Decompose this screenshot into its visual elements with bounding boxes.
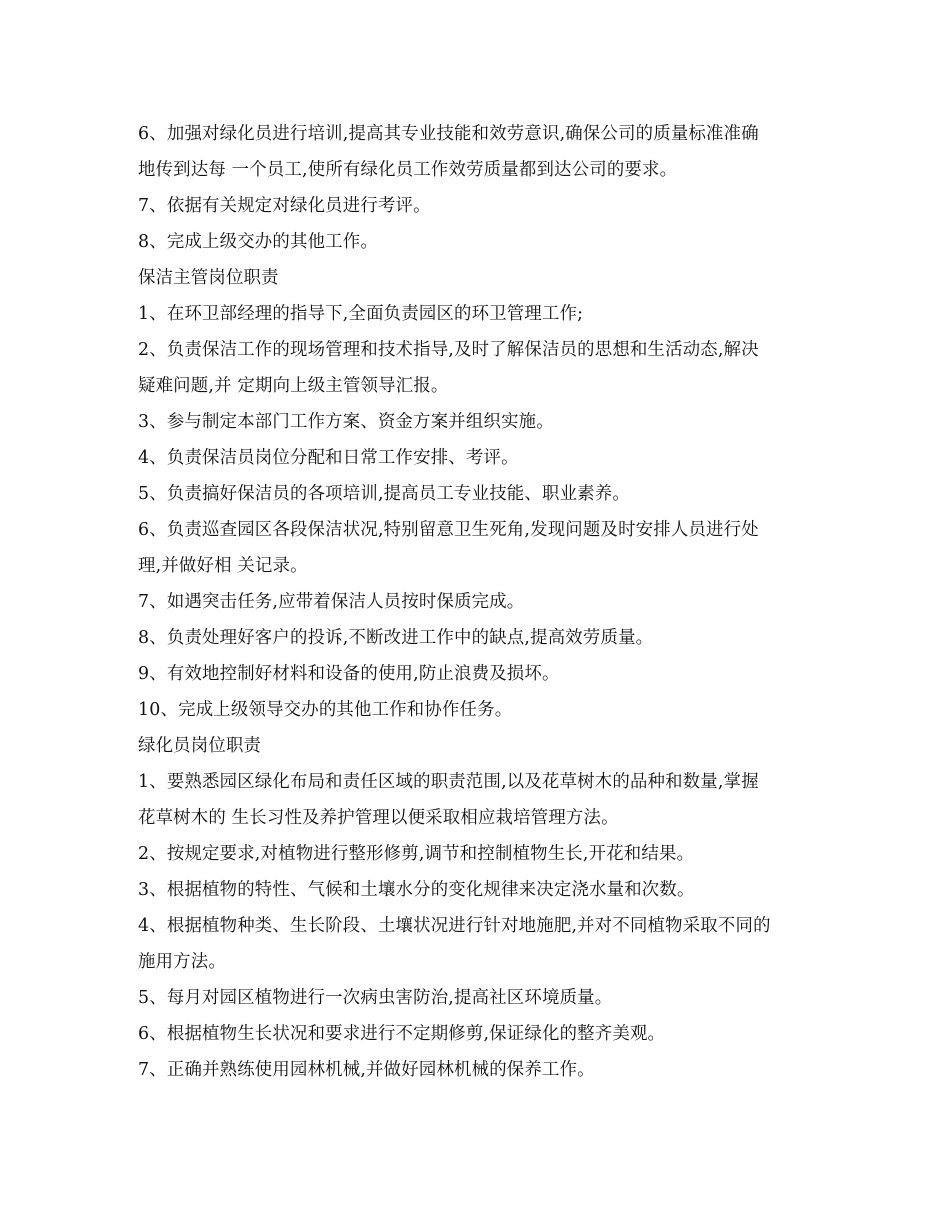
text-line: 7、正确并熟练使用园林机械,并做好园林机械的保养工作。 (138, 1060, 595, 1080)
text-line: 1、在环卫部经理的指导下,全面负责园区的环卫管理工作; (138, 304, 584, 324)
text-line: 5、每月对园区植物进行一次病虫害防治,提高社区环境质量。 (138, 988, 613, 1008)
text-line: 5、负责搞好保洁员的各项培训,提高员工专业技能、职业素养。 (138, 484, 630, 504)
text-line: 1、要熟悉园区绿化布局和责任区域的职责范围,以及花草树木的品种和数量,掌握 (138, 772, 759, 792)
text-line: 花草树木的 生长习性及养护管理以便采取相应栽培管理方法。 (138, 808, 619, 828)
text-line: 理,并做好相 关记录。 (138, 556, 308, 576)
text-line: 2、按规定要求,对植物进行整形修剪,调节和控制植物生长,开花和结果。 (138, 844, 695, 864)
section-heading: 绿化员岗位职责 (138, 736, 262, 756)
text-line: 9、有效地控制好材料和设备的使用,防止浪费及损坏。 (138, 664, 560, 684)
text-line: 2、负责保洁工作的现场管理和技术指导,及时了解保洁员的思想和生活动态,解决 (138, 340, 759, 360)
text-line: 4、负责保洁员岗位分配和日常工作安排、考评。 (138, 448, 519, 468)
text-line: 地传到达每 一个员工,使所有绿化员工作效劳质量都到达公司的要求。 (138, 160, 678, 180)
section-heading: 保洁主管岗位职责 (138, 268, 279, 288)
text-line: 7、依据有关规定对绿化员进行考评。 (138, 196, 431, 216)
text-line: 4、根据植物种类、生长阶段、土壤状况进行针对地施肥,并对不同植物采取不同的 (138, 916, 771, 936)
text-line: 8、完成上级交办的其他工作。 (138, 232, 378, 252)
text-line: 6、负责巡查园区各段保洁状况,特别留意卫生死角,发现问题及时安排人员进行处 (138, 520, 759, 540)
text-line: 疑难问题,并 定期向上级主管领导汇报。 (138, 376, 449, 396)
text-line: 施用方法。 (138, 952, 226, 972)
text-line: 7、如遇突击任务,应带着保洁人员按时保质完成。 (138, 592, 525, 612)
text-line: 8、负责处理好客户的投诉,不断改进工作中的缺点,提高效劳质量。 (138, 628, 654, 648)
text-line: 10、完成上级领导交办的其他工作和协作任务。 (138, 700, 513, 720)
document-page (138, 116, 818, 1088)
text-line: 3、根据植物的特性、气候和土壤水分的变化规律来决定浇水量和次数。 (138, 880, 695, 900)
text-line: 6、加强对绿化员进行培训,提高其专业技能和效劳意识,确保公司的质量标准准确 (138, 124, 759, 144)
text-line: 3、参与制定本部门工作方案、资金方案并组织实施。 (138, 412, 554, 432)
text-line: 6、根据植物生长状况和要求进行不定期修剪,保证绿化的整齐美观。 (138, 1024, 666, 1044)
